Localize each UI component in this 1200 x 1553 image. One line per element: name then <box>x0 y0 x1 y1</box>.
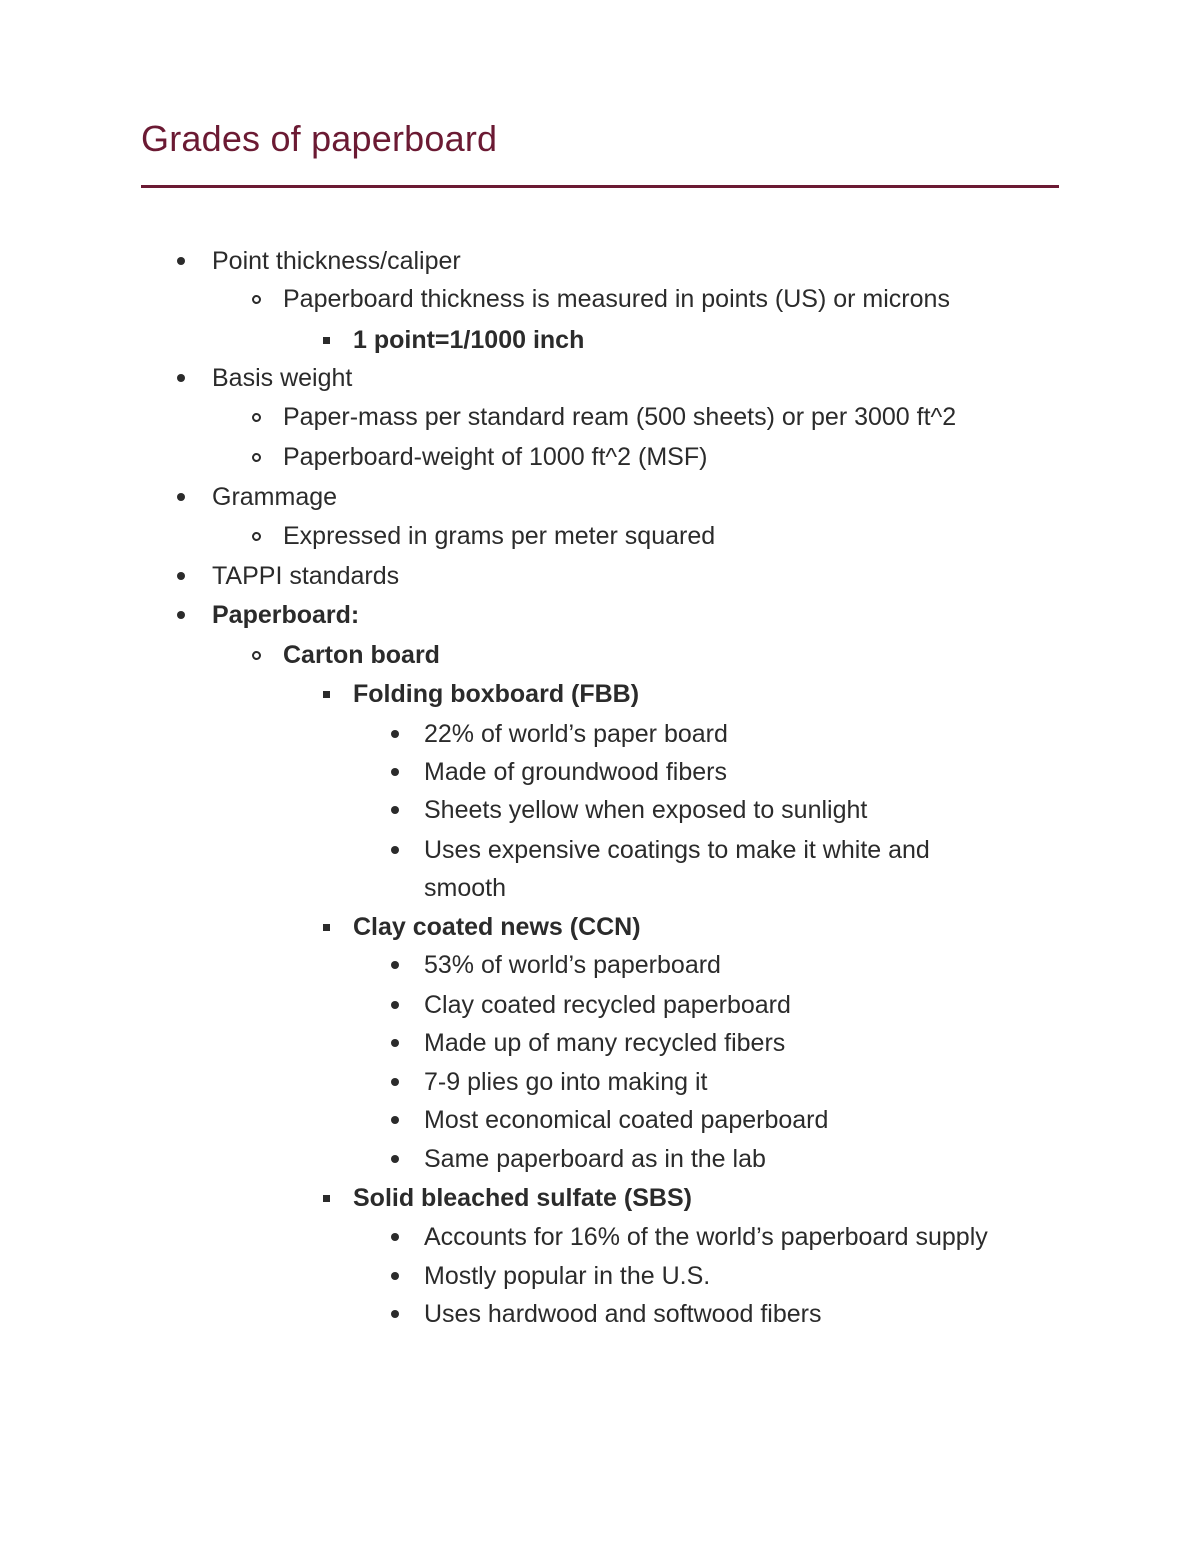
disc-icon <box>387 946 403 984</box>
outline-item-text: Paperboard: <box>212 601 360 629</box>
circle-icon <box>248 517 264 555</box>
outline-item-text: Basis weight <box>212 364 353 392</box>
disc-icon <box>173 596 189 634</box>
circle-icon <box>248 438 264 476</box>
outline-item-text: 1 point=1/1000 inch <box>353 326 585 354</box>
outline-item-text: Same paperboard as in the lab <box>424 1145 766 1173</box>
outline-item-text: Paperboard thickness is measured in points (US) or microns <box>283 285 950 313</box>
outline-item-text: Solid bleached sulfate (SBS) <box>353 1184 692 1212</box>
outline-item-text: Grammage <box>212 483 338 511</box>
outline-item-text: Clay coated news (CCN) <box>353 913 641 941</box>
outline-item-continuation: smooth <box>424 874 506 902</box>
disc-icon <box>387 1295 403 1333</box>
disc-icon <box>387 1101 403 1139</box>
disc-icon <box>173 557 189 595</box>
outline-item-text: Paper-mass per standard ream (500 sheets) or per 3000 ft^2 <box>283 403 957 431</box>
disc-icon <box>387 831 403 869</box>
square-icon <box>318 908 334 946</box>
outline-item-text: Uses hardwood and softwood fibers <box>424 1300 822 1328</box>
disc-icon <box>173 242 189 280</box>
disc-icon <box>387 986 403 1024</box>
outline-item-text: Made of groundwood fibers <box>424 758 727 786</box>
disc-icon <box>387 1140 403 1178</box>
disc-icon <box>387 1257 403 1295</box>
page-title: Grades of paperboard <box>141 118 498 159</box>
title-divider <box>141 185 1059 188</box>
disc-icon <box>387 791 403 829</box>
outline-item-text: 22% of world’s paper board <box>424 720 728 748</box>
disc-icon <box>387 753 403 791</box>
circle-icon <box>248 636 264 674</box>
outline-item-text: Uses expensive coatings to make it white and <box>424 836 930 864</box>
outline-item-text: Carton board <box>283 641 440 669</box>
outline-item-text: TAPPI standards <box>212 562 400 590</box>
outline-item-text: Folding boxboard (FBB) <box>353 680 640 708</box>
square-icon <box>318 321 334 359</box>
disc-icon <box>173 478 189 516</box>
square-icon <box>318 675 334 713</box>
outline-item-text: Expressed in grams per meter squared <box>283 522 716 550</box>
outline-item-text: Paperboard-weight of 1000 ft^2 (MSF) <box>283 443 708 471</box>
outline-item-text: Made up of many recycled fibers <box>424 1029 786 1057</box>
disc-icon <box>387 715 403 753</box>
outline-item-text: Clay coated recycled paperboard <box>424 991 791 1019</box>
disc-icon <box>173 359 189 397</box>
outline-item-text: Sheets yellow when exposed to sunlight <box>424 796 868 824</box>
outline-item-text: 53% of world’s paperboard <box>424 951 721 979</box>
disc-icon <box>387 1024 403 1062</box>
square-icon <box>318 1179 334 1217</box>
outline-item-text: Mostly popular in the U.S. <box>424 1262 711 1290</box>
outline-item-text: Point thickness/caliper <box>212 247 461 275</box>
outline-item-text: Most economical coated paperboard <box>424 1106 829 1134</box>
disc-icon <box>387 1063 403 1101</box>
outline-item-text: 7-9 plies go into making it <box>424 1068 708 1096</box>
circle-icon <box>248 280 264 318</box>
circle-icon <box>248 398 264 436</box>
outline-item-text: Accounts for 16% of the world’s paperboard supply <box>424 1223 988 1251</box>
disc-icon <box>387 1218 403 1256</box>
